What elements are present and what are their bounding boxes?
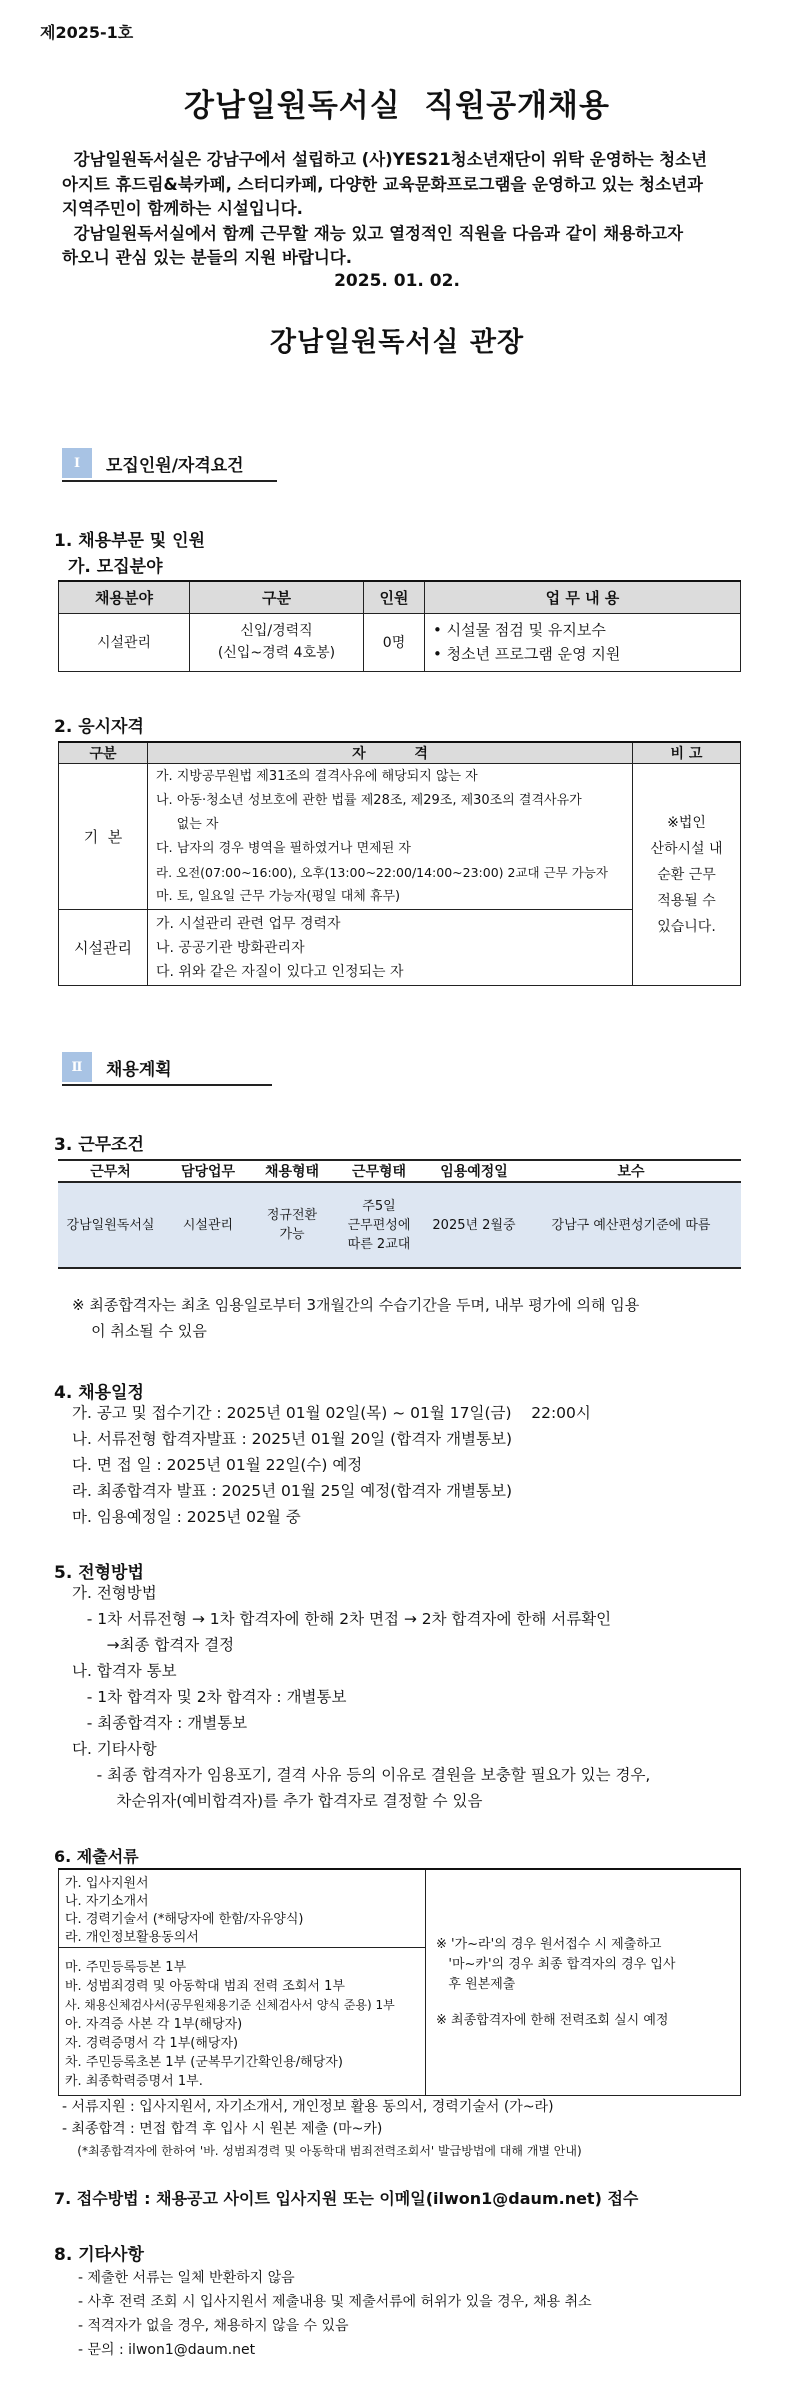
doc-item: 다. 경력기술서 (*해당자에 한함/자유양식): [65, 1912, 304, 1927]
table-cell: 시설관리: [59, 613, 190, 671]
heading-documents: 6. 제출서류: [54, 1847, 139, 1866]
method-list: [72, 1580, 650, 1814]
table-header: 비 고: [633, 742, 741, 764]
intro-line: 아지트 휴드림&북카페, 스터디카페, 다양한 교육문화프로그램을 운영하고 있는 청소년과: [62, 174, 703, 194]
page-title: 강남일원독서실 직원공개채용: [184, 88, 610, 124]
qualification-table: [58, 741, 741, 986]
table-header: 채용분야: [59, 581, 190, 613]
section-underline: [62, 1084, 272, 1086]
doc-note: ※ '가~라'의 경우 원서접수 시 제출하고: [436, 1936, 662, 1952]
table-cell: 시설관리: [59, 910, 148, 986]
cell-line: 따른 2교대: [347, 1236, 411, 1252]
table-header: 채용형태: [253, 1160, 331, 1182]
note-line: ※법인: [667, 814, 706, 831]
table-header: 담당업무: [163, 1160, 253, 1182]
section-title: 채용계획: [106, 1059, 172, 1080]
qual-item: 다. 남자의 경우 병역을 필하였거나 면제된 자: [156, 840, 411, 856]
table-header: 근무형태: [331, 1160, 427, 1182]
documents-notes: [62, 2096, 582, 2162]
table-cell: [426, 1869, 741, 2096]
etc-item: - 문의 : ilwon1@daum.net: [78, 2342, 256, 2358]
heading-schedule: 4. 채용일정: [54, 1383, 144, 1403]
table-cell: [59, 1948, 426, 2096]
heading-application: 7. 접수방법 : 채용공고 사이트 입사지원 또는 이메일(ilwon1@daum.net) 접수: [54, 2189, 639, 2208]
recruit-table: [58, 580, 741, 672]
cell-line: 주5일: [362, 1198, 396, 1214]
cell-line: 근무편성에: [347, 1217, 411, 1233]
cell-line: 정규전환: [266, 1208, 318, 1223]
table-cell: [253, 1182, 331, 1268]
qual-item: 가. 지방공무원법 제31조의 결격사유에 해당되지 않는 자: [156, 768, 478, 784]
method-item: - 최종 합격자가 임용포기, 결격 사유 등의 이유로 결원을 보충할 필요가 있는 경우,: [72, 1766, 651, 1784]
cell-line: 가능: [279, 1227, 305, 1242]
table-cell: [190, 613, 364, 671]
table-cell: 강남구 예산편성기준에 따름: [521, 1182, 741, 1268]
table-cell: [148, 764, 633, 910]
intro-line: 하오니 관심 있는 분들의 지원 바랍니다.: [62, 248, 353, 267]
heading-recruit: 1. 채용부문 및 인원: [54, 531, 205, 551]
table-cell: 2025년 2월중: [427, 1182, 521, 1268]
doc-item: 자. 경력증명서 각 1부(해당자): [65, 2036, 239, 2051]
qual-item: 라. 오전(07:00~16:00), 오후(13:00~22:00/14:00~23:00) 2교대 근무 가능자: [156, 864, 608, 880]
announcement-date: 2025. 01. 02.: [334, 271, 460, 291]
doc-note: '마~카'의 경우 최종 합격자의 경우 입사: [436, 1956, 676, 1972]
method-item: - 최종합격자 : 개별통보: [72, 1714, 248, 1732]
table-header: 구분: [59, 742, 148, 764]
note-line: 순환 근무: [657, 866, 716, 883]
schedule-item: 마. 임용예정일 : 2025년 02월 중: [72, 1508, 301, 1526]
table-header: 자 격: [148, 742, 633, 764]
note-line: 적용될 수: [657, 892, 716, 909]
qual-item: 다. 위와 같은 자질이 있다고 인정되는 자: [156, 963, 404, 980]
doc-item: 나. 자기소개서: [65, 1894, 149, 1909]
heading-qualification: 2. 응시자격: [54, 717, 144, 737]
method-item: →최종 합격자 결정: [72, 1636, 235, 1654]
doc-item: 바. 성범죄경력 및 아동학대 범죄 전력 조회서 1부: [65, 1979, 345, 1994]
note-line: 이 취소될 수 있음: [72, 1322, 207, 1340]
heading-etc: 8. 기타사항: [54, 2245, 144, 2265]
table-header: 보수: [521, 1160, 741, 1182]
doc-item: 사. 채용신체검사서(공무원채용기준 신체검사서 양식 준용) 1부: [65, 1998, 395, 2012]
method-item: 나. 합격자 통보: [72, 1662, 177, 1680]
table-cell: [148, 910, 633, 986]
duty-item: • 시설물 점검 및 유지보수: [433, 621, 606, 639]
note-line: ※ 최종합격자는 최초 임용일로부터 3개월간의 수습기간을 두며, 내부 평가에 의해 임용: [72, 1296, 640, 1314]
section-header-2: [62, 1052, 172, 1082]
section-title: 모집인원/자격요건: [106, 455, 244, 476]
doc-note: (*최종합격자에 한하여 '바. 성범죄경력 및 아동학대 범죄전력조회서' 발급방법에 대해 개별 안내): [62, 2144, 582, 2158]
doc-note: ※ 최종합격자에 한해 전력조회 실시 예정: [436, 2012, 669, 2028]
documents-table: [58, 1868, 741, 2096]
method-item: - 1차 서류전형 → 1차 합격자에 한해 2차 면접 → 2차 합격자에 한해 서류확인: [72, 1610, 612, 1628]
qual-item: 나. 아동·청소년 성보호에 관한 법률 제28조, 제29조, 제30조의 결격사유가: [156, 792, 582, 808]
subheading-field: 가. 모집분야: [68, 557, 163, 577]
duty-item: • 청소년 프로그램 운영 지원: [433, 645, 621, 663]
document-number: 제2025-1호: [40, 23, 134, 42]
etc-item: - 제출한 서류는 일체 반환하지 않음: [78, 2270, 295, 2286]
qual-item: 나. 공공기관 방화관리자: [156, 939, 305, 956]
intro-paragraph: [62, 148, 762, 271]
table-cell: 기 본: [59, 764, 148, 910]
method-item: 가. 전형방법: [72, 1584, 157, 1602]
schedule-item: 다. 면 접 일 : 2025년 01월 22일(수) 예정: [72, 1456, 363, 1474]
probation-note: [72, 1292, 639, 1344]
table-header: 인원: [364, 581, 425, 613]
intro-line: 강남일원독서실에서 함께 근무할 재능 있고 열정적인 직원을 다음과 같이 채용하고자: [62, 223, 684, 243]
section-header-1: [62, 448, 244, 478]
doc-note: 후 원본제출: [436, 1976, 516, 1992]
note-line: 있습니다.: [657, 918, 716, 935]
table-header: 임용예정일: [427, 1160, 521, 1182]
intro-line: 강남일원독서실은 강남구에서 설립하고 (사)YES21청소년재단이 위탁 운영하는 청소년: [62, 150, 708, 169]
table-header: 구분: [190, 581, 364, 613]
table-cell: [425, 613, 741, 671]
section-number: Ⅱ: [62, 1052, 92, 1082]
doc-item: 카. 최종학력증명서 1부.: [65, 2074, 203, 2089]
signature: 강남일원독서실 관장: [269, 327, 525, 358]
table-cell: [59, 1869, 426, 1948]
table-cell: [633, 764, 741, 986]
schedule-item: 나. 서류전형 합격자발표 : 2025년 01월 20일 (합격자 개별통보): [72, 1430, 513, 1448]
doc-item: 차. 주민등록초본 1부 (군복무기간확인용/해당자): [65, 2055, 343, 2070]
qual-item: 마. 토, 일요일 근무 가능자(평일 대체 휴무): [156, 888, 401, 904]
conditions-table: [58, 1159, 741, 1269]
section-underline: [62, 480, 277, 482]
note-line: 산하시설 내: [650, 840, 723, 857]
type-line: (신입~경력 4호봉): [217, 645, 336, 661]
table-header: 업 무 내 용: [425, 581, 741, 613]
doc-item: 가. 입사지원서: [65, 1876, 149, 1891]
schedule-list: [72, 1400, 591, 1530]
intro-line: 지역주민이 함께하는 시설입니다.: [62, 199, 303, 218]
doc-note: - 서류지원 : 입사지원서, 자기소개서, 개인정보 활용 동의서, 경력기술서 (가~라): [62, 2099, 554, 2115]
schedule-item: 라. 최종합격자 발표 : 2025년 01월 25일 예정(합격자 개별통보): [72, 1482, 513, 1500]
table-cell: 0명: [364, 613, 425, 671]
section-number: Ⅰ: [62, 448, 92, 478]
doc-note: - 최종합격 : 면접 합격 후 입사 시 원본 제출 (마~카): [62, 2121, 383, 2137]
schedule-item: 가. 공고 및 접수기간 : 2025년 01월 02일(목) ~ 01월 17일(금) 22:00시: [72, 1404, 591, 1422]
qual-item: 없는 자: [156, 816, 219, 832]
etc-item: - 적격자가 없을 경우, 채용하지 않을 수 있음: [78, 2318, 349, 2334]
table-header: 근무처: [58, 1160, 163, 1182]
doc-item: 아. 자격증 사본 각 1부(해당자): [65, 2017, 243, 2032]
etc-item: - 사후 전력 조회 시 입사지원서 제출내용 및 제출서류에 허위가 있을 경우, 채용 취소: [78, 2294, 592, 2310]
heading-method: 5. 전형방법: [54, 1563, 144, 1583]
heading-conditions: 3. 근무조건: [54, 1135, 144, 1155]
method-item: 차순위자(예비합격자)를 추가 합격자로 결정할 수 있음: [72, 1792, 483, 1810]
qual-item: 가. 시설관리 관련 업무 경력자: [156, 915, 341, 932]
doc-item: 마. 주민등록등본 1부: [65, 1960, 187, 1975]
table-cell: 강남일원독서실: [58, 1182, 163, 1268]
table-cell: [331, 1182, 427, 1268]
method-item: 다. 기타사항: [72, 1740, 157, 1758]
type-line: 신입/경력직: [240, 623, 313, 639]
table-cell: 시설관리: [163, 1182, 253, 1268]
method-item: - 1차 합격자 및 2차 합격자 : 개별통보: [72, 1688, 347, 1706]
doc-item: 라. 개인정보활용동의서: [65, 1930, 199, 1945]
etc-list: [78, 2266, 592, 2362]
